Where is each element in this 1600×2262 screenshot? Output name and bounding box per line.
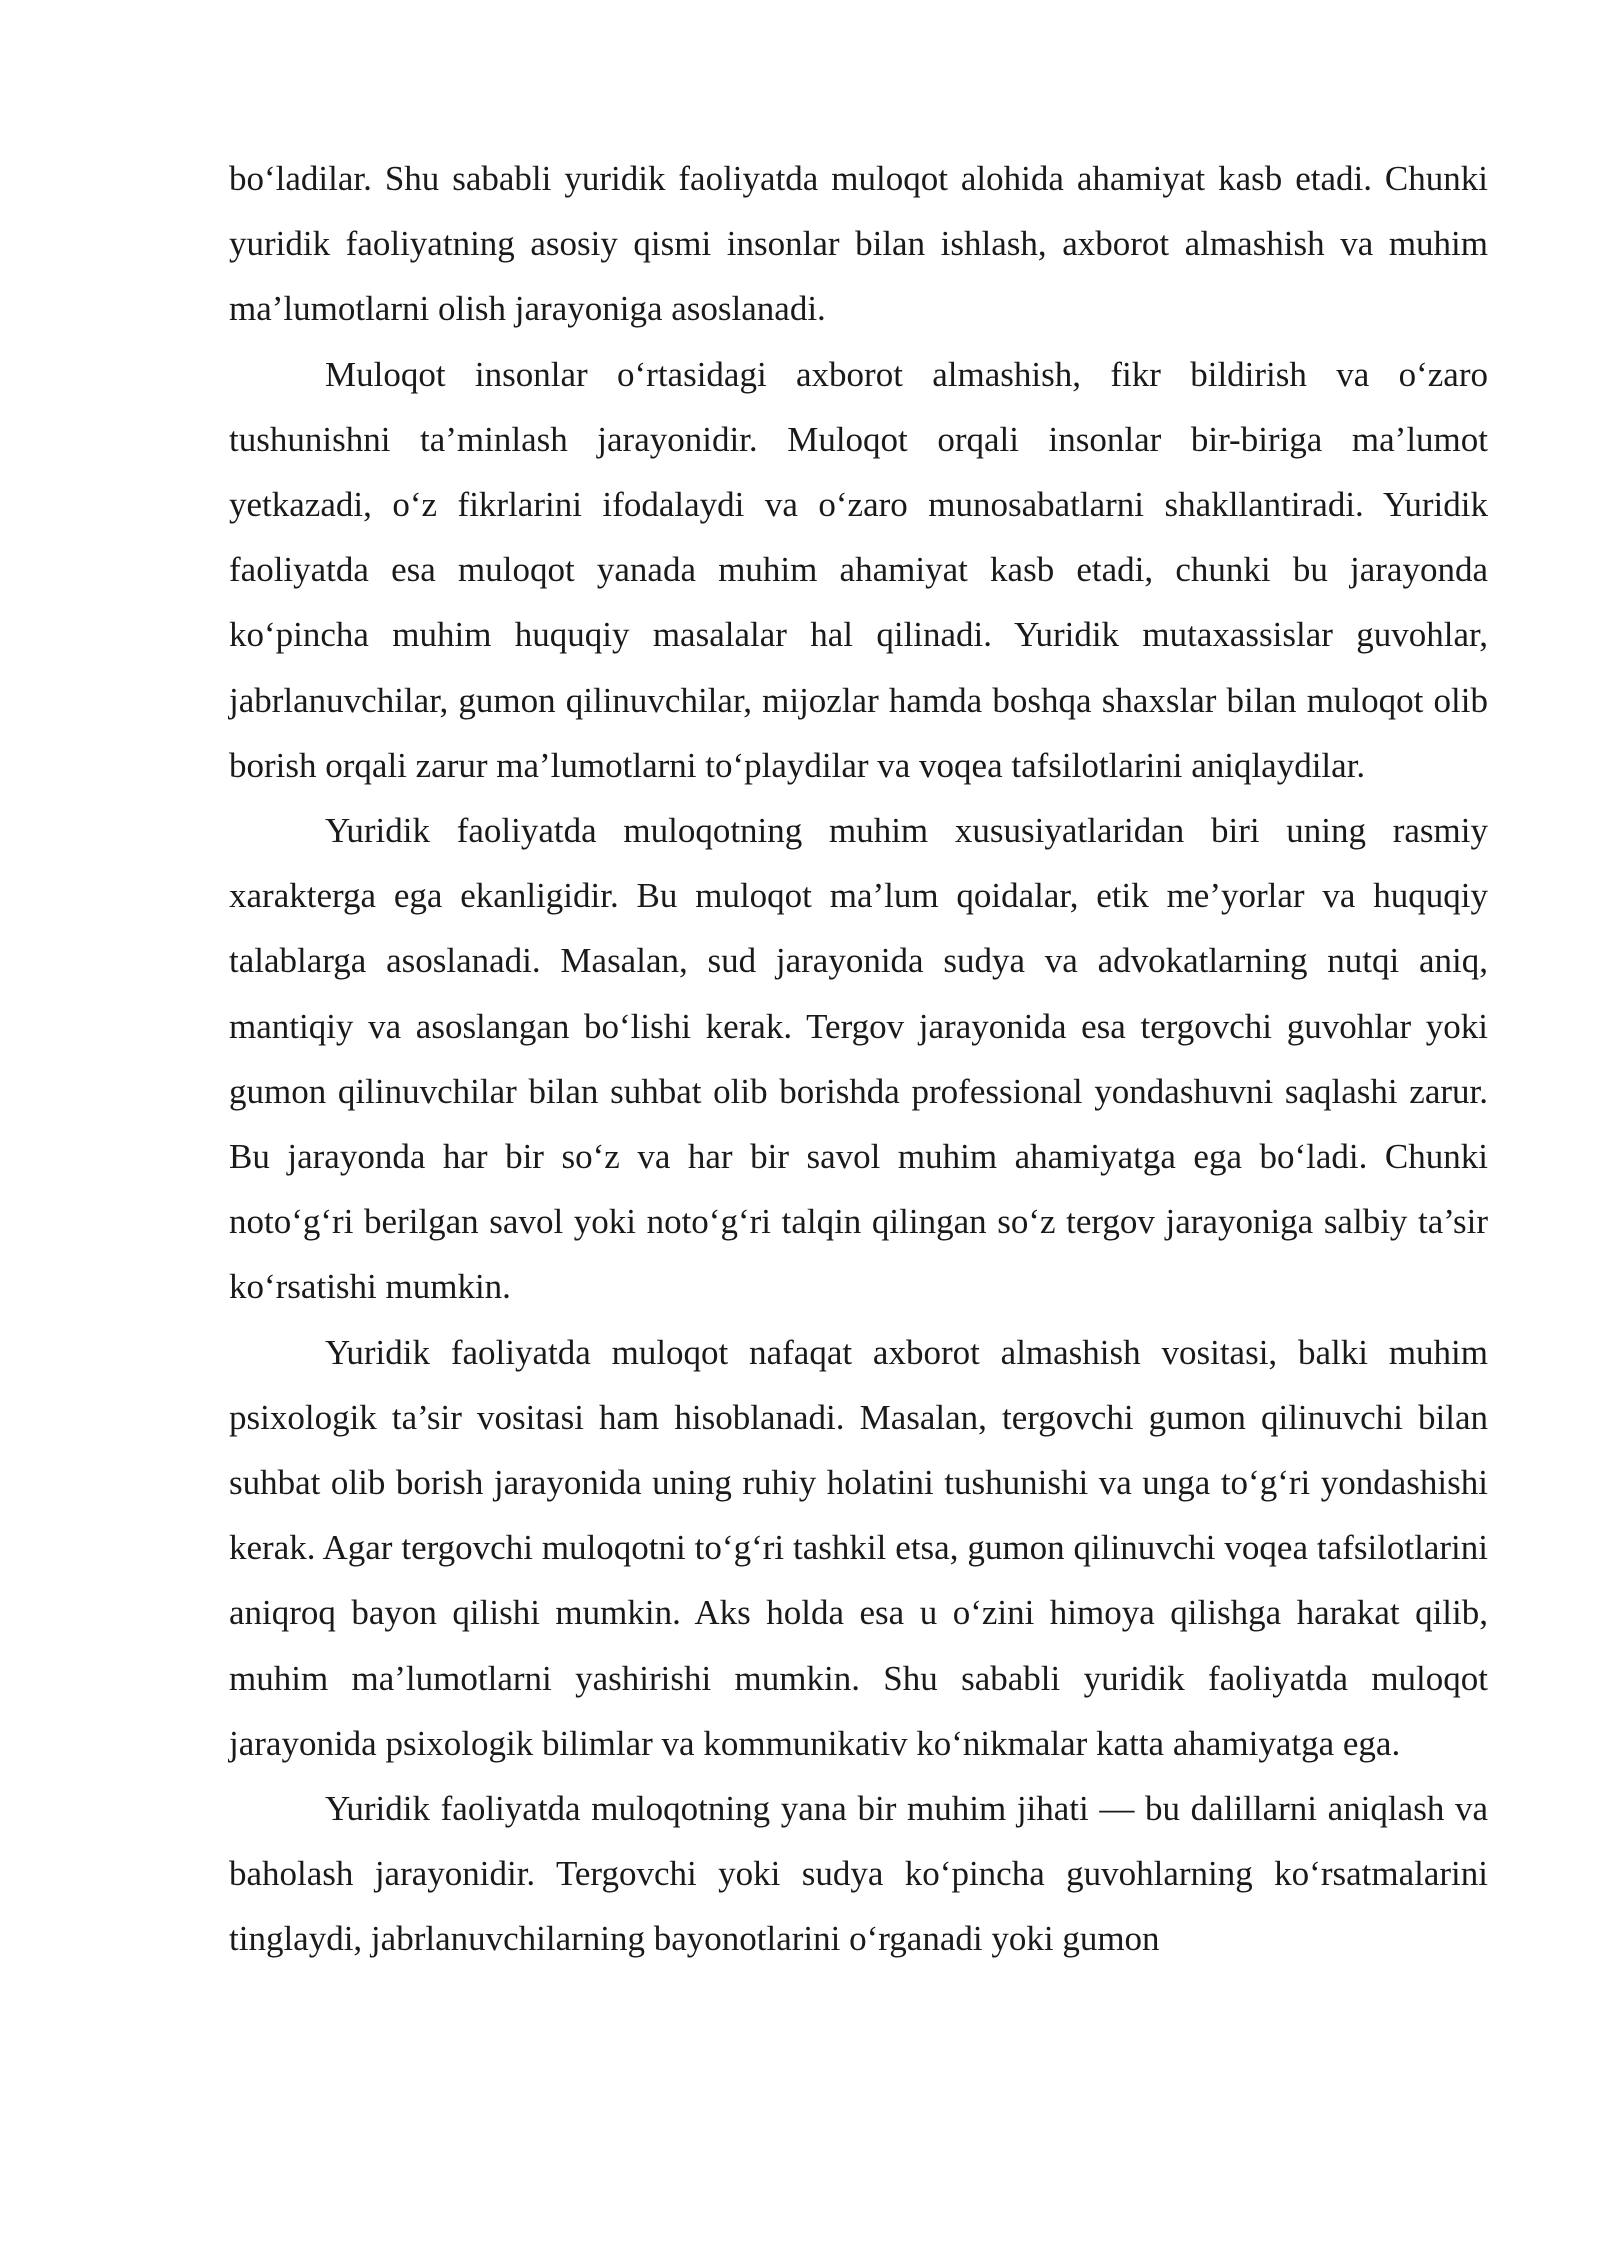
paragraph: Yuridik faoliyatda muloqotning muhim xususiyatlaridan biri uning rasmiy xarakterga ega ekanligidir. Bu muloqot ma’lum qoidalar, etik me’yorlar va huquqiy talablarga asoslanadi. Masalan, sud jarayonida sudya va advokatlarning nutqi aniq, mantiqiy va asoslangan bo‘lishi kerak. Tergov jarayonida esa tergovchi guvohlar yoki gumon qilinuvchilar bilan suhbat olib borishda professional yondashuvni saqlashi zarur. Bu jarayonda har bir so‘z va har bir savol muhim ahamiyatga ega bo‘ladi. Chunki noto‘g‘ri berilgan savol yoki noto‘g‘ri talqin qilingan so‘z tergov jarayoniga salbiy ta’sir ko‘rsatishi mumkin. — [229, 811, 1488, 1307]
paragraph-continuation: bo‘ladilar. Shu sababli yuridik faoliyatda muloqot alohida ahamiyat kasb etadi. Chunki yuridik faoliyatning asosiy qismi insonlar bilan ishlash, axborot almashish va muhim ma’lumotlarni olish jarayoniga asoslanadi. — [229, 159, 1488, 329]
paragraph: Yuridik faoliyatda muloqot nafaqat axborot almashish vositasi, balki muhim psixologik ta’sir vositasi ham hisoblanadi. Masalan, tergovchi gumon qilinuvchi bilan suhbat olib borish jarayonida uning ruhiy holatini tushunishi va unga to‘g‘ri yondashishi kerak. Agar tergovchi muloqotni to‘g‘ri tashkil etsa, gumon qilinuvchi voqea tafsilotlarini aniqroq bayon qilishi mumkin. Aks holda esa u o‘zini himoya qilishga harakat qilib, muhim ma’lumotlarni yashirishi mumkin. Shu sababli yuridik faoliyatda muloqot jarayonida psixologik bilimlar va kommunikativ ko‘nikmalar katta ahamiyatga ega. — [229, 1332, 1488, 1763]
paragraph: Yuridik faoliyatda muloqotning yana bir muhim jihati — bu dalillarni aniqlash va baholash jarayonidir. Tergovchi yoki sudya ko‘pincha guvohlarning ko‘rsatmalarini tinglaydi, jabrlanuvchilarning bayonotlarini o‘rganadi yoki gumon — [229, 1789, 1488, 1959]
body-text — [229, 146, 1488, 1972]
paragraph: Muloqot insonlar o‘rtasidagi axborot almashish, fikr bildirish va o‘zaro tushunishni ta’minlash jarayonidir. Muloqot orqali insonlar bir-biriga ma’lumot yetkazadi, o‘z fikrlarini ifodalaydi va o‘zaro munosabatlarni shakllantiradi. Yuridik faoliyatda esa muloqot yanada muhim ahamiyat kasb etadi, chunki bu jarayonda ko‘pincha muhim huquqiy masalalar hal qilinadi. Yuridik mutaxassislar guvohlar, jabrlanuvchilar, gumon qilinuvchilar, mijozlar hamda boshqa shaxslar bilan muloqot olib borish orqali zarur ma’lumotlarni to‘playdilar va voqea tafsilotlarini aniqlaydilar. — [229, 354, 1488, 785]
